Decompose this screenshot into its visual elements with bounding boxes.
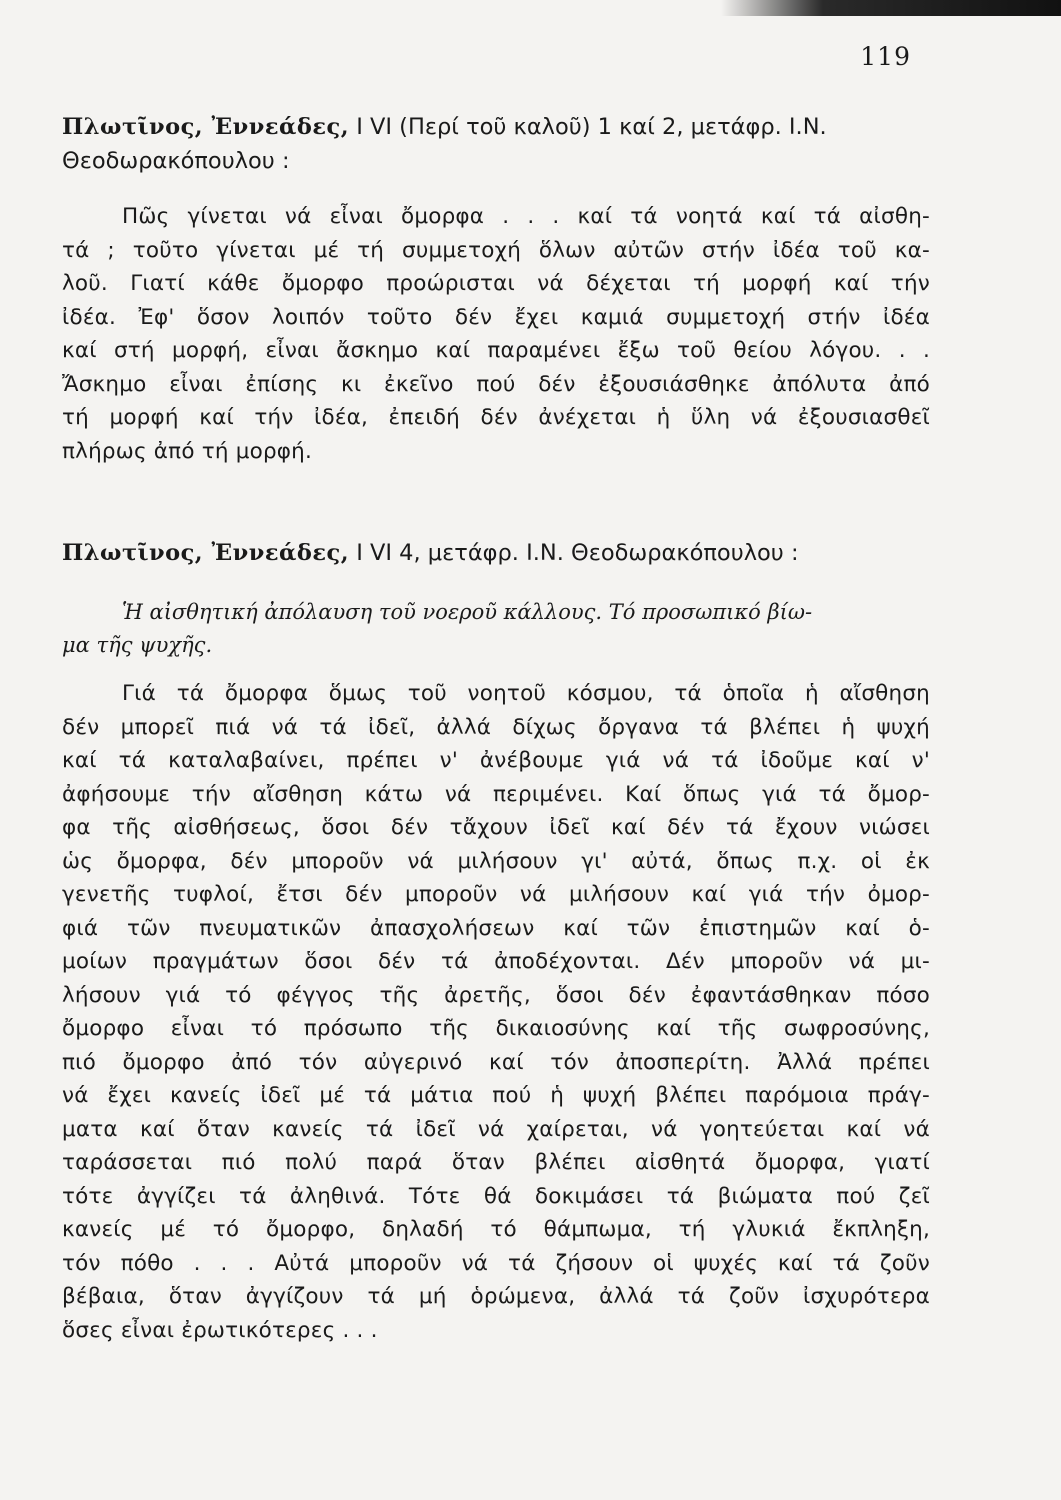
section2-subtitle bbox=[62, 596, 922, 662]
section2-line: μοίων πραγμάτων ὅσοι δέν τά ἀποδέχονται. Δέν μποροῦν νά μι- bbox=[62, 949, 930, 974]
section2-reference: I VI 4, μετάφρ. Ι.Ν. Θεοδωρακόπουλου : bbox=[356, 540, 799, 566]
section2-line: ὄμορφο εἶναι τό πρόσωπο τῆς δικαιοσύνης καί τῆς σωφροσύνης, bbox=[62, 1016, 930, 1041]
section2-line: ταράσσεται πιό πολύ παρά ὅταν βλέπει αἰσθητά ὄμορφα, γιατί bbox=[62, 1150, 930, 1175]
section2-subtitle-line: μα τῆς ψυχῆς. bbox=[62, 633, 213, 657]
section1-line: Ἄσκημο εἶναι ἐπίσης κι ἐκεῖνο πού δέν ἐξουσιάσθηκε ἀπόλυτα ἀπό bbox=[62, 371, 930, 397]
section1-line: Πῶς γίνεται νά εἶναι ὄμορφα . . . καί τά νοητά καί τά αἰσθη- bbox=[122, 204, 930, 229]
section2-line: φα τῆς αἰσθήσεως, ὅσοι δέν τἄχουν ἰδεῖ καί δέν τά ἔχουν νιώσει bbox=[62, 815, 930, 840]
section1-line: τά ; τοῦτο γίνεται μέ τή συμμετοχή ὅλων αὐτῶν στήν ἰδέα τοῦ κα- bbox=[62, 237, 930, 263]
section2-heading bbox=[62, 536, 922, 570]
section2-line: γενετῆς τυφλοί, ἔτσι δέν μποροῦν νά μιλήσουν καί γιά τήν ὀμορ- bbox=[62, 882, 930, 907]
section1-reference-line1: I VI (Περί τοῦ καλοῦ) 1 καί 2, μετάφρ. Ι.Ν. bbox=[356, 114, 827, 140]
section2-line: βέβαια, ὅταν ἀγγίζουν τά μή ὁρώμενα, ἀλλά τά ζοῦν ἰσχυρότερα bbox=[62, 1284, 930, 1309]
section2-line: τόν πόθο . . . Αὐτά μποροῦν νά τά ζήσουν οἱ ψυχές καί τά ζοῦν bbox=[62, 1250, 930, 1276]
section1-line: καί στή μορφή, εἶναι ἄσκημο καί παραμένει ἔξω τοῦ θείου λόγου. . . bbox=[62, 338, 930, 363]
section1-heading bbox=[62, 110, 922, 178]
section2-line: κανείς μέ τό ὄμορφο, δηλαδή τό θάμπωμα, τή γλυκιά ἔκπληξη, bbox=[62, 1217, 930, 1242]
scan-edge-shadow bbox=[721, 0, 1061, 16]
section2-body bbox=[62, 677, 930, 1347]
section2-line: ὡς ὄμορφα, δέν μποροῦν νά μιλήσουν γι' αὐτά, ὅπως π.χ. οἱ ἐκ bbox=[62, 848, 930, 874]
section2-subtitle-line: Ἡ αἰσθητική ἀπόλαυση τοῦ νοεροῦ κάλλους. Τό προσωπικό βίω- bbox=[122, 600, 813, 624]
section1-line: πλήρως ἀπό τή μορφή. bbox=[62, 438, 313, 464]
section2-line: ὅσες εἶναι ἐρωτικότερες . . . bbox=[62, 1317, 378, 1343]
section2-line: ματα καί ὅταν κανείς τά ἰδεῖ νά χαίρεται, νά γοητεύεται καί νά bbox=[62, 1116, 930, 1142]
section1-reference-line2: Θεοδωρακόπουλου : bbox=[62, 148, 290, 174]
page-number: 119 bbox=[860, 42, 911, 71]
section2-line: νά ἔχει κανείς ἰδεῖ μέ τά μάτια πού ἡ ψυχή βλέπει παρόμοια πράγ- bbox=[62, 1083, 930, 1108]
section1-line: τή μορφή καί τήν ἰδέα, ἐπειδή δέν ἀνέχεται ἡ ὕλη νά ἐξουσιασθεῖ bbox=[62, 405, 930, 430]
section2-line: φιά τῶν πνευματικῶν ἀπασχολήσεων καί τῶν ἐπιστημῶν καί ὁ- bbox=[62, 915, 930, 941]
section2-line: πιό ὄμορφο ἀπό τόν αὐγερινό καί τόν ἀποσπερίτη. Ἀλλά πρέπει bbox=[62, 1049, 930, 1075]
section2-line: Γιά τά ὄμορφα ὅμως τοῦ νοητοῦ κόσμου, τά ὁποῖα ἡ αἴσθηση bbox=[122, 681, 930, 706]
section2-line: καί τά καταλαβαίνει, πρέπει ν' ἀνέβουμε γιά νά τά ἰδοῦμε καί ν' bbox=[62, 748, 930, 773]
section1-line: λοῦ. Γιατί κάθε ὄμορφο προώρισται νά δέχεται τή μορφή καί τήν bbox=[62, 271, 930, 296]
section1-body bbox=[62, 200, 930, 468]
section2-line: δέν μπορεῖ πιά νά τά ἰδεῖ, ἀλλά δίχως ὄργανα τά βλέπει ἡ ψυχή bbox=[62, 714, 930, 740]
section2-line: τότε ἀγγίζει τά ἀληθινά. Τότε θά δοκιμάσει τά βιώματα πού ζεῖ bbox=[62, 1183, 930, 1209]
section1-line: ἰδέα. Ἐφ' ὅσον λοιπόν τοῦτο δέν ἔχει καμιά συμμετοχή στήν ἰδέα bbox=[62, 304, 930, 330]
section2-author: Πλωτῖνος, Ἐννεάδες, bbox=[62, 540, 350, 566]
section1-author: Πλωτῖνος, Ἐννεάδες, bbox=[62, 114, 350, 140]
section2-line: ἀφήσουμε τήν αἴσθηση κάτω νά περιμένει. Καί ὅπως γιά τά ὄμορ- bbox=[62, 781, 930, 807]
section2-line: λήσουν γιά τό φέγγος τῆς ἀρετῆς, ὅσοι δέν ἐφαντάσθηκαν πόσο bbox=[62, 982, 930, 1008]
